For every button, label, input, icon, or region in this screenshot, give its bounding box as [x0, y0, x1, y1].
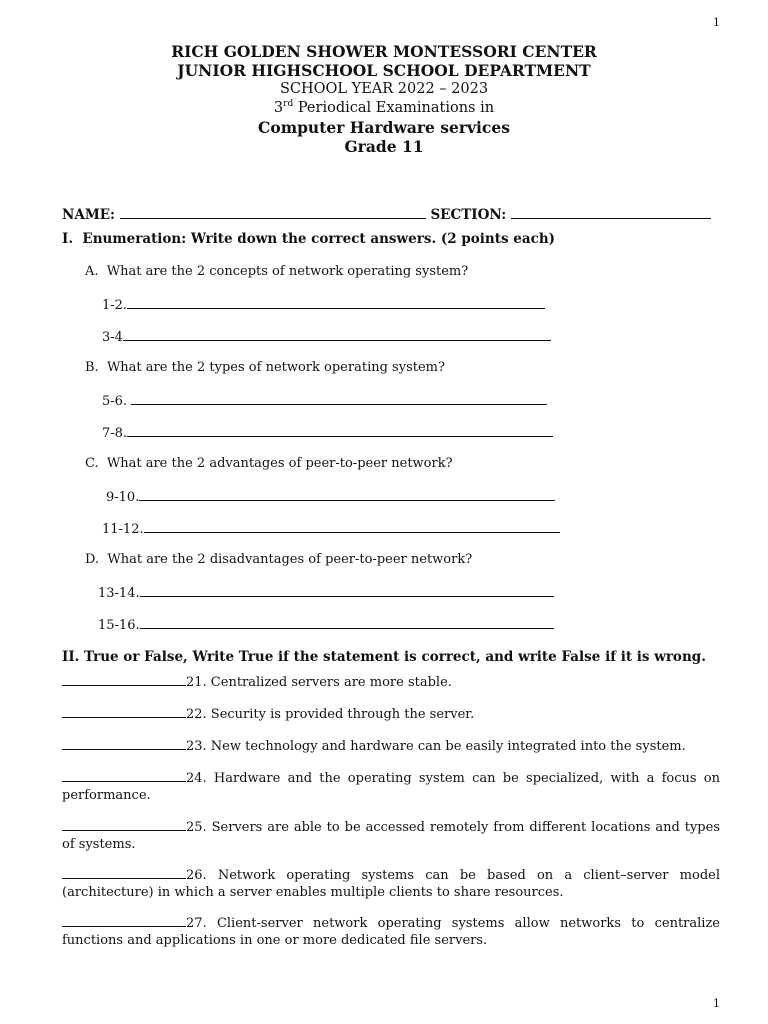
item-number: 5-6.: [102, 394, 132, 409]
section-label: SECTION:: [430, 207, 507, 223]
tf-answer-blank[interactable]: [62, 866, 186, 879]
answer-line: [102, 520, 560, 538]
answer-line: [102, 424, 553, 442]
tf-item: [62, 914, 720, 949]
item-number: 3-4: [102, 330, 123, 345]
name-label: NAME:: [62, 207, 116, 223]
answer-blank[interactable]: [127, 296, 545, 309]
answer-blank[interactable]: [131, 392, 547, 405]
exam-title: [0, 99, 768, 118]
exam-ordinal-suffix: rd: [283, 99, 294, 110]
tf-answer-blank[interactable]: [62, 818, 186, 831]
answer-blank[interactable]: [139, 488, 555, 501]
school-name: RICH GOLDEN SHOWER MONTESSORI CENTER: [171, 42, 597, 61]
part1-title: I. Enumeration: Write down the correct answers. (2 points each): [62, 231, 556, 247]
question-b: B. What are the 2 types of network operating system?: [85, 360, 445, 375]
answer-line: [98, 584, 554, 602]
grade-title: Grade 11: [344, 137, 424, 156]
item-number: 9-10.: [106, 490, 140, 505]
tf-statement: 21. Centralized servers are more stable.: [186, 675, 452, 690]
answer-line: [102, 328, 551, 346]
answer-blank[interactable]: [140, 584, 554, 597]
tf-statement: 26. Network operating systems can be based on a client–server model (architecture) in which a server enables multiple clients to share resources.: [62, 868, 720, 900]
item-number: 7-8.: [102, 426, 128, 441]
tf-statement: 27. Client-server network operating systems allow networks to centralize functions and applications in one or more dedicated file servers.: [62, 916, 720, 948]
tf-item: [62, 737, 720, 755]
part2-title: II. True or False, Write True if the statement is correct, and write False if it is wrong.: [62, 649, 706, 665]
answer-line: [102, 392, 547, 410]
school-year: SCHOOL YEAR 2022 – 2023: [279, 81, 489, 97]
name-field[interactable]: [120, 206, 426, 219]
tf-statement: 24. Hardware and the operating system can be specialized, with a focus on performance.: [62, 771, 720, 803]
exam-title-rest: Periodical Examinations in: [293, 100, 495, 116]
tf-item: [62, 673, 720, 691]
item-number: 1-2.: [102, 298, 128, 313]
answer-line: [106, 488, 555, 506]
tf-answer-blank[interactable]: [62, 673, 186, 686]
page-number-top: 1: [713, 16, 720, 29]
answer-blank[interactable]: [144, 520, 560, 533]
tf-answer-blank[interactable]: [62, 705, 186, 718]
answer-line: [98, 616, 554, 634]
tf-answer-blank[interactable]: [62, 914, 186, 927]
item-number: 11-12.: [102, 522, 144, 537]
tf-item: [62, 705, 720, 723]
answer-line: [102, 296, 545, 314]
question-a: A. What are the 2 concepts of network operating system?: [85, 264, 469, 279]
tf-statement: 22. Security is provided through the server.: [186, 707, 475, 722]
document-header: [0, 42, 768, 156]
answer-blank[interactable]: [127, 424, 553, 437]
name-section-row: [62, 206, 711, 223]
subject-title: Computer Hardware services: [258, 118, 510, 137]
tf-answer-blank[interactable]: [62, 737, 186, 750]
department-name: JUNIOR HIGHSCHOOL SCHOOL DEPARTMENT: [177, 61, 591, 80]
question-d: D. What are the 2 disadvantages of peer-to-peer network?: [85, 552, 473, 567]
exam-ordinal: 3: [273, 100, 284, 116]
answer-blank[interactable]: [123, 328, 551, 341]
section-field[interactable]: [511, 206, 711, 219]
item-number: 13-14.: [98, 586, 140, 601]
answer-blank[interactable]: [140, 616, 554, 629]
tf-item: [62, 818, 720, 853]
tf-statement: 25. Servers are able to be accessed remotely from different locations and types of systems.: [62, 820, 720, 852]
tf-answer-blank[interactable]: [62, 769, 186, 782]
page-number-bottom: 1: [713, 997, 720, 1010]
tf-item: [62, 769, 720, 804]
tf-statement: 23. New technology and hardware can be easily integrated into the system.: [186, 739, 686, 754]
item-number: 15-16.: [98, 618, 140, 633]
tf-item: [62, 866, 720, 901]
question-c: C. What are the 2 advantages of peer-to-peer network?: [85, 456, 453, 471]
